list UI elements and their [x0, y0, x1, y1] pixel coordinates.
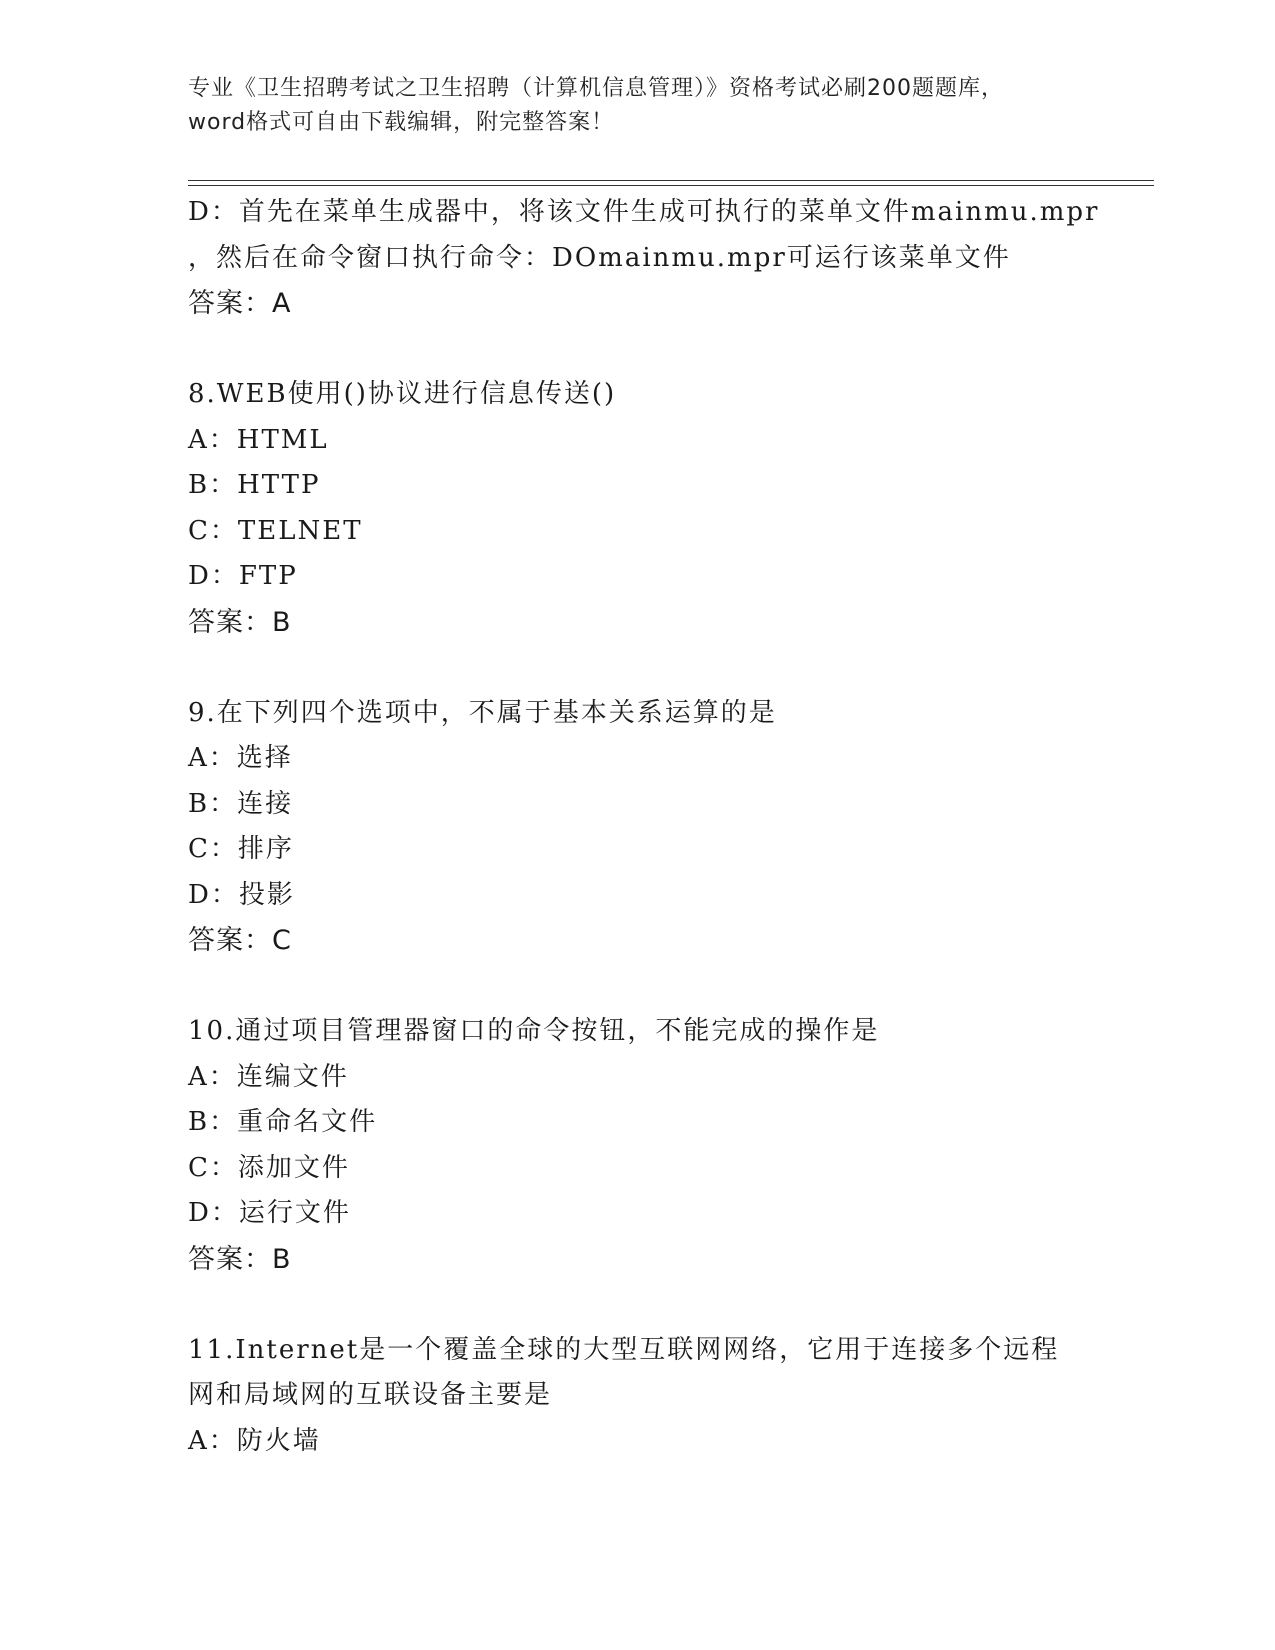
header-title-line-2: word格式可自由下载编辑，附完整答案！ [188, 110, 615, 135]
option-d-continued: ，然后在命令窗口执行命令：DOmainmu.mpr可运行该菜单文件 [188, 242, 1011, 273]
previous-question-tail [188, 190, 1100, 327]
option-d: D：投影 [188, 879, 295, 910]
option-a: A：连编文件 [188, 1061, 349, 1092]
question-11 [188, 1328, 1088, 1465]
option-b: B：重命名文件 [188, 1107, 378, 1137]
answer-line: 答案：B [188, 606, 292, 638]
header-divider-top [188, 180, 1154, 181]
question-10 [188, 1009, 1088, 1282]
question-stem-continued: 网和局域网的互联设备主要是 [188, 1380, 553, 1410]
option-a: A：HTML [188, 424, 329, 455]
option-c: C：排序 [188, 834, 294, 864]
spacer [188, 964, 1088, 1010]
option-b: B：连接 [188, 788, 294, 819]
header-title-line-1: 专业《卫生招聘考试之卫生招聘（计算机信息管理）》资格考试必刷200题题库， [188, 76, 1004, 101]
spacer [188, 327, 1088, 373]
option-d: D：运行文件 [188, 1198, 351, 1228]
spacer [188, 645, 1088, 691]
option-b: B：HTTP [188, 470, 321, 500]
question-stem: 8.WEB使用()协议进行信息传送() [188, 379, 617, 409]
option-a: A：防火墙 [188, 1425, 321, 1456]
answer-line: 答案：C [188, 925, 292, 956]
question-9 [188, 691, 1088, 964]
answer-line: 答案：B [188, 1243, 292, 1275]
question-stem: 10.通过项目管理器窗口的命令按钮，不能完成的操作是 [188, 1016, 880, 1046]
question-8 [188, 372, 1088, 645]
option-c: C：添加文件 [188, 1152, 350, 1183]
header-divider-bottom [188, 185, 1154, 186]
answer-line: 答案：A [188, 288, 292, 319]
question-stem: 11.Internet是一个覆盖全球的大型互联网网络，它用于连接多个远程 [188, 1334, 1060, 1365]
option-a: A：选择 [188, 743, 293, 773]
option-d: D：FTP [188, 561, 298, 591]
document-header [188, 72, 1088, 140]
option-d: D：首先在菜单生成器中，将该文件生成可执行的菜单文件mainmu.mpr [188, 197, 1100, 227]
question-stem: 9.在下列四个选项中，不属于基本关系运算的是 [188, 697, 777, 728]
question-list [188, 190, 1100, 1464]
option-c: C：TELNET [188, 515, 363, 546]
spacer [188, 1282, 1088, 1328]
